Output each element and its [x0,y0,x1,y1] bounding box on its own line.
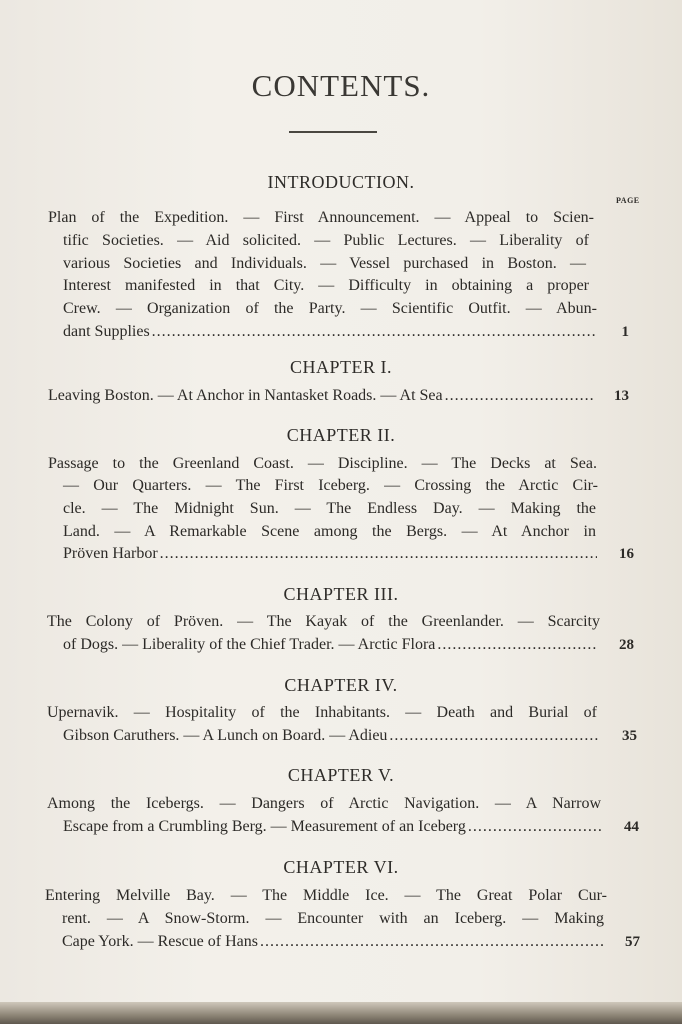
section-heading-chapter-1: CHAPTER I. [289,357,392,377]
title-rule [289,131,377,133]
dot-leader [437,634,597,656]
section-heading-chapter-4: CHAPTER IV. [284,675,398,695]
toc-page-number: 13 [614,388,629,404]
toc-entry [63,816,603,838]
toc-line: cle. — The Midnight Sun. — The Endless Day. — Making the [63,500,596,517]
toc-line: The Colony of Pröven. — The Kayak of the Greenlander. — Scarcity [47,613,600,630]
toc-entry-text: Cape York. — Rescue of Hans [62,933,258,950]
toc-line: Upernavik. — Hospitality of the Inhabitants. — Death and Burial of [47,704,597,721]
toc-line: Passage to the Greenland Coast. — Discipline. — The Decks at Sea. [48,455,597,472]
toc-entry-text: Escape from a Crumbling Berg. — Measurement of an Iceberg [63,818,466,835]
dot-leader [389,725,598,747]
toc-entry [63,725,600,747]
page-bottom-edge [0,1002,682,1024]
section-heading-chapter-3: CHAPTER III. [283,584,399,604]
toc-entry-text: dant Supplies [63,323,150,340]
toc-page-number: 1 [621,324,629,340]
toc-page-number: 16 [619,546,634,562]
section-heading-chapter-5: CHAPTER V. [287,765,395,785]
toc-line: rent. — A Snow-Storm. — Encounter with an Iceberg. — Making [62,910,604,927]
toc-entry-text: Leaving Boston. — At Anchor in Nantasket Roads. — At Sea [48,387,443,404]
section-heading-introduction: INTRODUCTION. [267,172,415,192]
toc-entry [62,931,605,953]
toc-line: — Our Quarters. — The First Iceberg. — Crossing the Arctic Cir- [63,477,598,494]
toc-line: Among the Icebergs. — Dangers of Arctic Navigation. — A Narrow [47,795,601,812]
toc-entry-text: Gibson Caruthers. — A Lunch on Board. — Adieu [63,727,388,744]
toc-entry-text: Pröven Harbor [63,545,158,562]
section-heading-chapter-2: CHAPTER II. [286,425,396,445]
dot-leader [152,321,597,343]
toc-page-number: 35 [622,728,637,744]
toc-line: various Societies and Individuals. — Vessel purchased in Boston. — [63,255,586,272]
toc-page-number: 57 [625,934,640,950]
toc-line: Interest manifested in that City. — Difficulty in obtaining a proper [63,277,589,294]
page-title: CONTENTS. [251,68,431,103]
dot-leader [260,931,603,953]
toc-line: tific Societies. — Aid solicited. — Public Lectures. — Liberality of [63,232,589,249]
toc-line: Land. — A Remarkable Scene among the Bergs. — At Anchor in [63,523,596,540]
toc-page-number: 44 [624,819,639,835]
toc-entry [63,321,599,343]
dot-leader [468,816,601,838]
section-heading-chapter-6: CHAPTER VI. [283,857,399,877]
toc-line: Plan of the Expedition. — First Announcement. — Appeal to Scien- [48,209,594,226]
toc-entry [48,385,596,407]
toc-entry [63,543,599,565]
dot-leader [445,385,594,407]
toc-line: Crew. — Organization of the Party. — Scientific Outfit. — Abun- [63,300,597,317]
dot-leader [160,543,597,565]
toc-page-number: 28 [619,637,634,653]
toc-entry-text: of Dogs. — Liberality of the Chief Trader. — Arctic Flora [63,636,436,653]
page-column-label: PAGE [616,196,640,205]
toc-line: Entering Melville Bay. — The Middle Ice. — The Great Polar Cur- [45,887,607,904]
toc-entry [63,634,599,656]
